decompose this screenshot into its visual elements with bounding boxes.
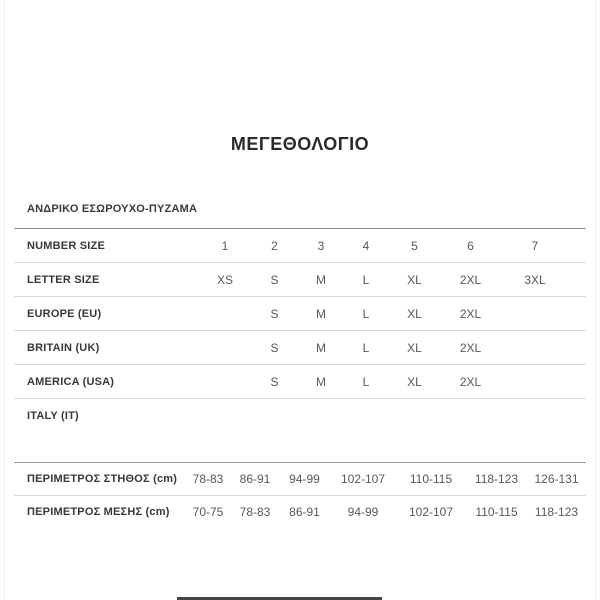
row-label: LETTER SIZE [14,263,200,297]
size-cell: L [343,331,389,365]
measurement-cell: 102-107 [330,463,396,496]
size-cell: M [299,331,343,365]
size-cell: XL [389,297,440,331]
size-cell: L [343,365,389,399]
size-cell [200,297,250,331]
size-cell: L [343,263,389,297]
row-label: ΠΕΡΙΜΕΤΡΟΣ ΜΕΣΗΣ (cm) [27,506,170,519]
size-cell: 4 [343,229,389,263]
measurement-cell: 110-115 [475,505,518,520]
table-row [14,463,586,496]
measurement-cell: 70-75 [192,505,224,520]
measurement-cell: 86-91 [289,505,320,520]
size-cell: 2XL [440,297,501,331]
row-label: BRITAIN (UK) [14,331,200,365]
table-row [14,229,586,263]
size-cell: XL [389,331,440,365]
modal-left-border [4,0,5,600]
size-cell: XL [389,365,440,399]
size-cell [501,399,586,433]
size-cell: 3 [299,229,343,263]
measurement-cell: 102-107 [408,505,454,520]
size-cell [200,365,250,399]
size-cell [343,399,389,433]
measurement-cell: 110-115 [396,463,466,496]
row-label: ΠΕΡΙΜΕΤΡΟΣ ΣΤΗΘΟΣ (cm) [14,463,185,496]
size-conversion-table [14,228,586,433]
measurement-cell: 126-131 [527,463,586,496]
measurement-cell: 94-99 [347,505,379,520]
row-label: AMERICA (USA) [14,365,200,399]
table-row [14,365,586,399]
size-cell: M [299,297,343,331]
size-cell: M [299,263,343,297]
size-cell [501,365,586,399]
modal-right-border [595,0,596,600]
measurement-cell: 94-99 [279,463,330,496]
table-row [14,263,586,297]
size-cell: 2XL [440,263,501,297]
size-cell [200,399,250,433]
size-cell: 5 [389,229,440,263]
size-cell: XS [200,263,250,297]
section-heading: ΑΝΔΡΙΚΟ ΕΣΩΡΟΥΧΟ-ΠΥΖΑΜΑ [27,203,198,215]
row-label: EUROPE (EU) [14,297,200,331]
size-cell: 2XL [440,331,501,365]
size-cell [440,399,501,433]
page-title: ΜΕΓΕΘΟΛΟΓΙΟ [230,134,370,154]
size-cell [250,399,299,433]
table-row [14,331,586,365]
size-cell: 2XL [440,365,501,399]
size-cell [501,331,586,365]
size-cell: S [250,263,299,297]
size-cell: S [250,331,299,365]
size-cell: 1 [200,229,250,263]
body-measurements-table [14,462,586,529]
size-cell: 6 [440,229,501,263]
size-cell: XL [389,263,440,297]
table-row [14,399,586,433]
size-cell: M [299,365,343,399]
size-cell: L [343,297,389,331]
size-cell [299,399,343,433]
measurement-cell: 118-123 [466,463,527,496]
measurement-cell: 118-123 [534,505,579,520]
size-cell [501,297,586,331]
size-cell: 7 [501,229,586,263]
size-cell: 3XL [501,263,586,297]
size-cell: S [250,297,299,331]
measurement-cell: 78-83 [185,463,231,496]
row-label: NUMBER SIZE [14,229,200,263]
measurement-cell: 78-83 [239,505,271,520]
size-cell: 2 [250,229,299,263]
size-cell [200,331,250,365]
table-row [14,297,586,331]
table-row [14,496,586,529]
measurement-cell: 86-91 [231,463,279,496]
row-label: ITALY (IT) [27,409,79,422]
size-cell: S [250,365,299,399]
size-cell [389,399,440,433]
